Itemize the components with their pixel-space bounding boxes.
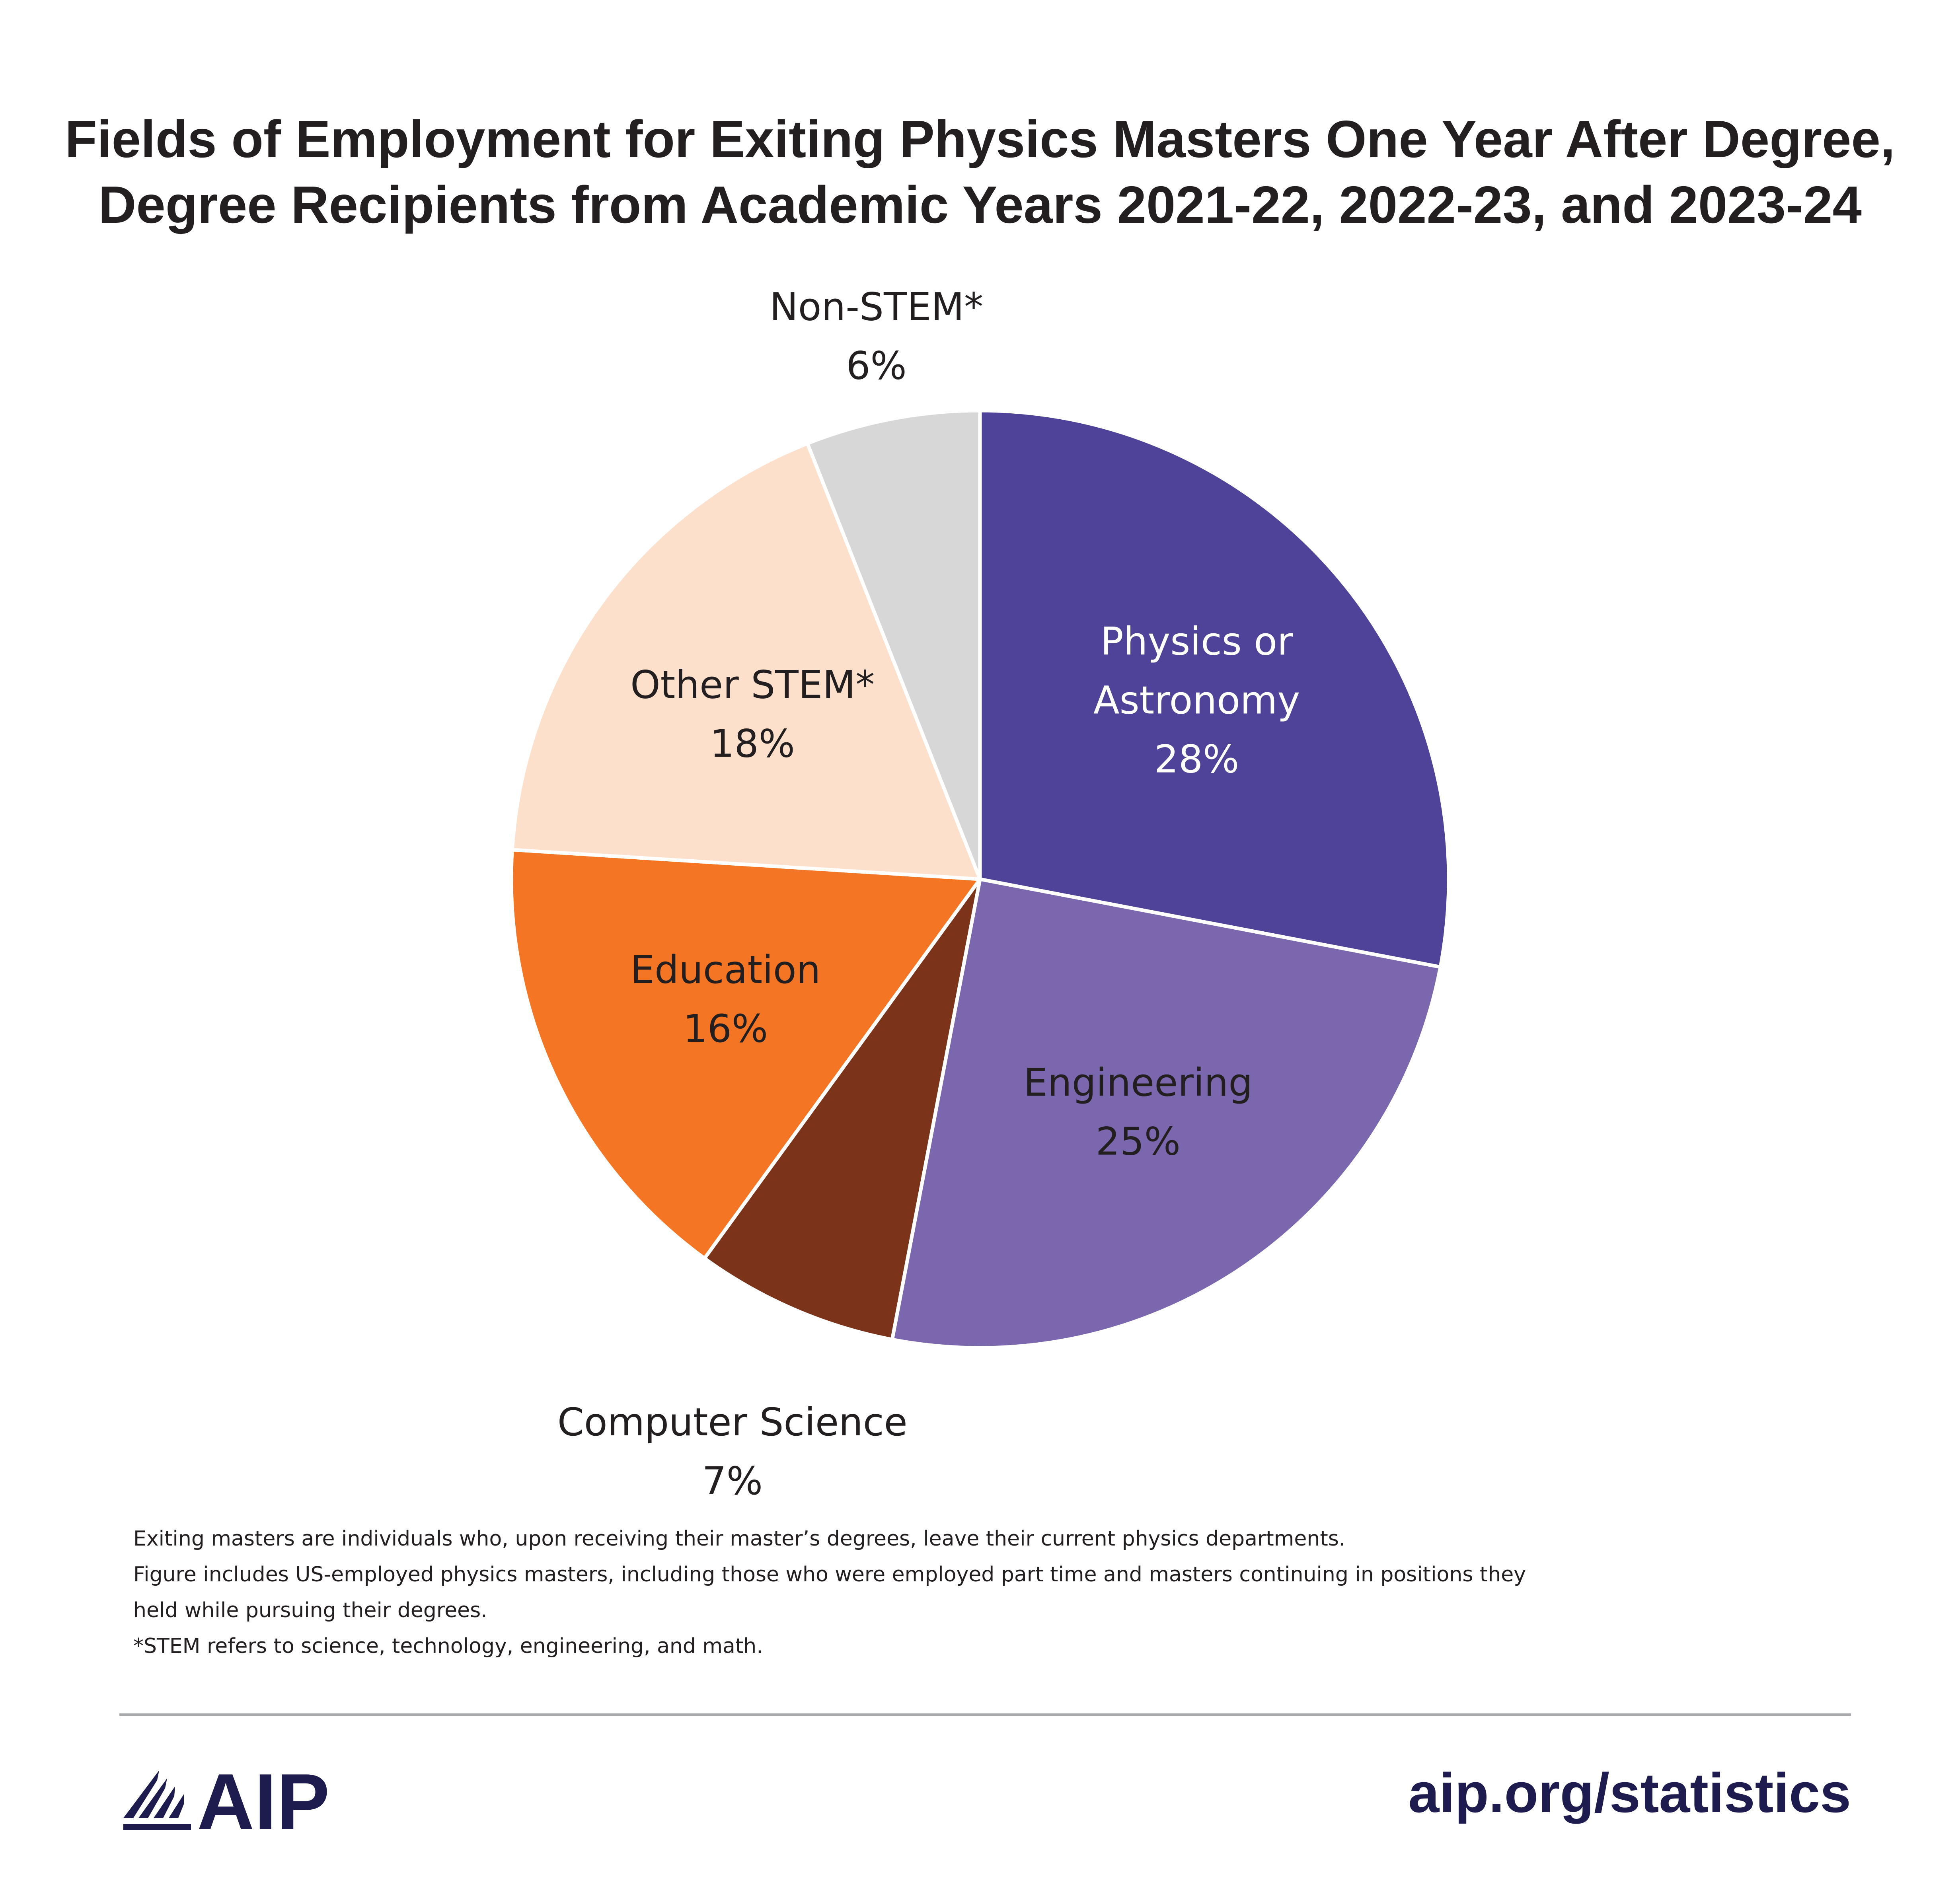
pie-slice-name-label: Education <box>630 947 821 992</box>
pie-slice-name-label: Computer Science <box>557 1400 908 1444</box>
footnote-line-4: *STEM refers to science, technology, engineering, and math. <box>133 1634 763 1658</box>
footnotes <box>133 1527 1526 1658</box>
aip-logo <box>123 1758 329 1846</box>
pie-slice-name-label: Non-STEM* <box>769 284 984 329</box>
chart-title-line-2: Degree Recipients from Academic Years 2021-22, 2022-23, and 2023-24 <box>98 175 1862 234</box>
chart-title <box>65 110 1895 234</box>
pie-slice-percent-label: 6% <box>846 343 907 388</box>
pie-slice-name-label: Other STEM* <box>630 662 875 707</box>
chart-title-line-1: Fields of Employment for Exiting Physics Masters One Year After Degree, <box>65 110 1895 168</box>
pie-slices <box>511 411 1449 1348</box>
footnote-line-1: Exiting masters are individuals who, upon receiving their master’s degrees, leave their current physics departments. <box>133 1527 1346 1551</box>
pie-slice-percent-label: 7% <box>702 1458 763 1503</box>
aip-logo-text: AIP <box>197 1758 330 1846</box>
pie-slice-name-label: Physics or <box>1100 619 1293 664</box>
footnote-line-2: Figure includes US-employed physics masters, including those who were employed part time and masters continuing in positions they <box>133 1563 1526 1587</box>
aip-logo-mark-icon <box>123 1770 191 1830</box>
pie-slice-percent-label: 16% <box>683 1006 768 1051</box>
pie-slice-name-label: Astronomy <box>1093 678 1300 723</box>
pie-slice-label-2 <box>557 1400 908 1503</box>
pie-slice-percent-label: 18% <box>710 721 795 766</box>
pie-slice-percent-label: 25% <box>1095 1119 1181 1164</box>
pie-slice-percent-label: 28% <box>1154 737 1239 782</box>
pie-slice-label-5 <box>770 285 983 388</box>
footnote-line-3: held while pursuing their degrees. <box>133 1598 487 1622</box>
footer-url[interactable]: aip.org/statistics <box>1408 1762 1851 1824</box>
pie-slice-name-label: Engineering <box>1023 1060 1253 1105</box>
